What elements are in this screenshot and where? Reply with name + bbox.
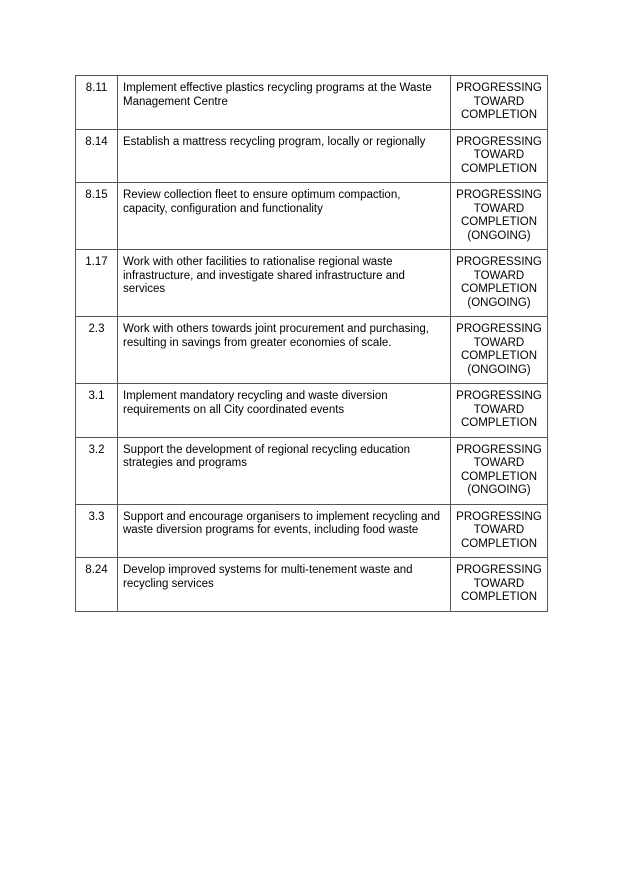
action-status: PROGRESSING TOWARD COMPLETION (451, 504, 548, 558)
table-row (76, 504, 548, 558)
action-description: Establish a mattress recycling program, locally or regionally (118, 129, 451, 183)
action-description: Work with others towards joint procurement and purchasing, resulting in savings from greater economies of scale. (118, 317, 451, 384)
action-description: Develop improved systems for multi-tenement waste and recycling services (118, 558, 451, 612)
action-status: PROGRESSING TOWARD COMPLETION (451, 558, 548, 612)
table-row (76, 558, 548, 612)
action-description: Implement effective plastics recycling programs at the Waste Management Centre (118, 76, 451, 130)
action-description: Support and encourage organisers to implement recycling and waste diversion programs for events, including food waste (118, 504, 451, 558)
action-description: Support the development of regional recycling education strategies and programs (118, 437, 451, 504)
action-id: 3.3 (76, 504, 118, 558)
action-status: PROGRESSING TOWARD COMPLETION (451, 384, 548, 438)
action-id: 1.17 (76, 250, 118, 317)
action-description: Implement mandatory recycling and waste diversion requirements on all City coordinated events (118, 384, 451, 438)
table-row (76, 384, 548, 438)
action-status: PROGRESSING TOWARD COMPLETION (451, 76, 548, 130)
table-row (76, 250, 548, 317)
action-status: PROGRESSING TOWARD COMPLETION (ONGOING) (451, 437, 548, 504)
action-id: 8.11 (76, 76, 118, 130)
action-id: 8.14 (76, 129, 118, 183)
action-status: PROGRESSING TOWARD COMPLETION (451, 129, 548, 183)
table-row (76, 317, 548, 384)
action-id: 3.2 (76, 437, 118, 504)
table-row (76, 183, 548, 250)
action-id: 2.3 (76, 317, 118, 384)
action-description: Work with other facilities to rationalise regional waste infrastructure, and investigate shared infrastructure and services (118, 250, 451, 317)
action-status-table (75, 75, 548, 612)
action-id: 8.24 (76, 558, 118, 612)
action-status: PROGRESSING TOWARD COMPLETION (ONGOING) (451, 317, 548, 384)
action-status: PROGRESSING TOWARD COMPLETION (ONGOING) (451, 250, 548, 317)
action-status: PROGRESSING TOWARD COMPLETION (ONGOING) (451, 183, 548, 250)
action-id: 3.1 (76, 384, 118, 438)
action-id: 8.15 (76, 183, 118, 250)
table-row (76, 129, 548, 183)
table-row (76, 76, 548, 130)
action-description: Review collection fleet to ensure optimum compaction, capacity, configuration and functionality (118, 183, 451, 250)
table-row (76, 437, 548, 504)
